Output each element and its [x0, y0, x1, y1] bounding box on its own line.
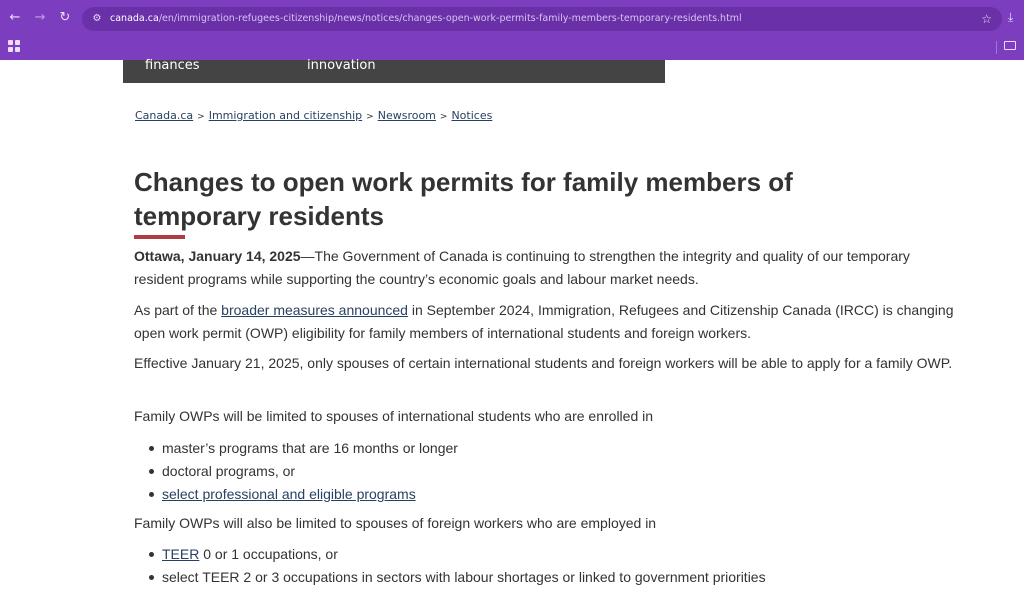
workers-list [134, 543, 954, 589]
page-title [134, 165, 894, 233]
breadcrumb-chevron-icon: > [366, 112, 374, 122]
bookmark-folder-icon[interactable] [1004, 41, 1016, 50]
breadcrumb-link-notices[interactable]: Notices [451, 109, 493, 122]
measures-text-after: in September 2024, Immigration, Refugees and Citizenship Canada (IRCC) is changing open work permit (OWP) eligibility for family members of international students and foreign workers. [134, 302, 954, 341]
title-underline [134, 235, 185, 239]
measures-text-before: As part of the [134, 302, 222, 318]
intro-text: —The Government of Canada is continuing to strengthen the integrity and quality of our temporary resident programs while supporting the country’s economic goals and labour market needs. [134, 248, 910, 287]
paragraph-workers: Family OWPs will also be limited to spouses of foreign workers who are employed in [134, 515, 657, 531]
bookmarks-bar [0, 36, 1024, 60]
teer-link[interactable]: TEER [162, 546, 200, 562]
list-item [134, 483, 954, 506]
list-item [134, 543, 954, 566]
site-info-icon[interactable]: ⚙ [92, 13, 102, 24]
select-programs-link[interactable]: select professional and eligible programs [162, 486, 416, 502]
breadcrumb [135, 109, 492, 122]
bookmark-star-icon[interactable]: ☆ [981, 12, 992, 26]
back-icon[interactable]: ← [9, 10, 21, 25]
bookmarks-divider [996, 41, 997, 54]
reload-icon[interactable]: ↻ [59, 10, 71, 25]
url-text[interactable] [110, 7, 742, 31]
download-icon[interactable]: ⤓ [1008, 10, 1014, 24]
list-item: select TEER 2 or 3 occupations in sectors with labour shortages or linked to government priorities [134, 566, 954, 589]
browser-toolbar [0, 0, 1024, 36]
browser-chrome [0, 0, 1024, 60]
paragraph-measures [134, 299, 954, 345]
breadcrumb-chevron-icon: > [439, 112, 448, 122]
list-item: master’s programs that are 16 months or longer [134, 437, 954, 460]
paragraph-intro [134, 245, 954, 291]
address-bar[interactable] [82, 7, 1002, 31]
paragraph-students: Family OWPs will be limited to spouses of international students who are enrolled in [134, 408, 654, 424]
menu-item-finances[interactable]: finances [145, 58, 200, 73]
url-path: /en/immigration-refugees-citizenship/news/notices/changes-open-work-permits-family-members-temporary-residents.html [158, 13, 742, 24]
breadcrumb-link-immigration[interactable]: Immigration and citizenship [208, 109, 363, 122]
page-title-line2: temporary residents [134, 201, 384, 231]
apps-grid-icon[interactable] [8, 40, 20, 52]
dateline: Ottawa, January 14, 2025 [134, 248, 301, 264]
menu-item-innovation[interactable]: innovation [307, 58, 376, 73]
list-item: doctoral programs, or [134, 460, 954, 483]
paragraph-effective: Effective January 21, 2025, only spouses of certain international students and foreign workers will be able to apply for a family OWP. [134, 355, 953, 371]
url-host: canada.ca [110, 13, 159, 24]
breadcrumb-link-canada[interactable]: Canada.ca [135, 109, 194, 122]
students-list [134, 437, 954, 506]
forward-icon[interactable]: → [34, 10, 46, 25]
teer-text: 0 or 1 occupations, or [199, 546, 338, 562]
site-menu-strip [123, 60, 665, 83]
broader-measures-link[interactable]: broader measures announced [221, 302, 408, 318]
breadcrumb-link-newsroom[interactable]: Newsroom [377, 109, 436, 122]
breadcrumb-chevron-icon: > [197, 112, 205, 122]
page-title-line1: Changes to open work permits for family members of [134, 167, 793, 197]
